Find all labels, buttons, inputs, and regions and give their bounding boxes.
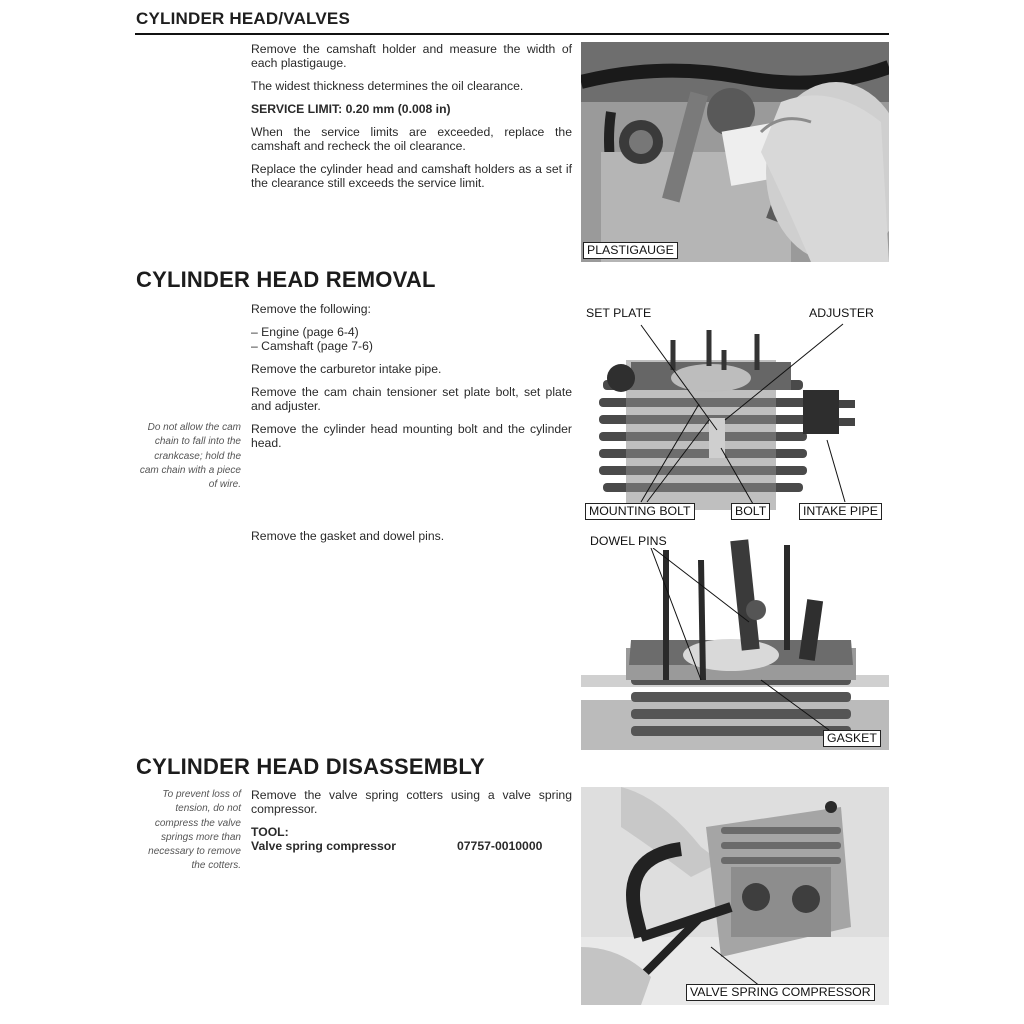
paragraph: Remove the cam chain tensioner set plate bolt, set plate and adjuster.	[251, 385, 572, 413]
disassembly-text	[251, 788, 572, 854]
tool-name: Valve spring compressor	[251, 839, 396, 853]
list-item: – Camshaft (page 7-6)	[251, 339, 572, 353]
tool-heading: TOOL:	[251, 825, 289, 839]
paragraph: Remove the gasket and dowel pins.	[251, 529, 445, 543]
cylinder-head-illustration	[581, 300, 889, 522]
plastigauge-photo	[581, 42, 889, 262]
paragraph: Remove the camshaft holder and measure the width of each plastigauge.	[251, 42, 572, 70]
tool-number: 07757-0010000	[457, 839, 543, 853]
callout-valve-spring-compressor: VALVE SPRING COMPRESSOR	[686, 984, 875, 1001]
tool-row	[251, 839, 572, 854]
side-note-valve-springs: To prevent loss of tension, do not compress the valve springs more than necessary to remove the cotters.	[148, 789, 241, 872]
callout-set-plate: SET PLATE	[586, 306, 652, 320]
callout-plastigauge: PLASTIGAUGE	[583, 242, 678, 259]
callout-dowel-pins: DOWEL PINS	[590, 534, 667, 548]
removal-list	[251, 325, 572, 353]
dowel-pins-illustration	[581, 530, 889, 750]
list-item: – Engine (page 6-4)	[251, 325, 572, 339]
paragraph: Remove the following:	[251, 302, 371, 316]
valve-spring-compressor-photo	[581, 787, 889, 1005]
callout-bolt: BOLT	[731, 503, 770, 520]
valve-spring-compressor-illustration	[581, 787, 889, 1005]
side-note-cam-chain: Do not allow the cam chain to fall into the crankcase; hold the cam chain with a piece of wire.	[139, 422, 241, 491]
oil-clearance-text	[251, 42, 572, 199]
paragraph: Remove the carburetor intake pipe.	[251, 362, 442, 376]
service-limit: SERVICE LIMIT: 0.20 mm (0.008 in)	[251, 102, 451, 116]
plastigauge-illustration	[581, 42, 889, 262]
paragraph: When the service limits are exceeded, replace the camshaft and recheck the oil clearance.	[251, 125, 572, 153]
header-rule	[135, 33, 889, 35]
section-title-disassembly: CYLINDER HEAD DISASSEMBLY	[136, 754, 485, 779]
callout-adjuster: ADJUSTER	[809, 306, 874, 320]
paragraph: Remove the valve spring cotters using a valve spring compressor.	[251, 788, 572, 816]
gasket-text	[251, 529, 572, 552]
removal-text	[251, 302, 572, 459]
paragraph: Remove the cylinder head mounting bolt and the cylinder head.	[251, 422, 572, 450]
dowel-pins-photo	[581, 530, 889, 750]
cylinder-head-removal-photo	[581, 300, 889, 522]
paragraph: The widest thickness determines the oil clearance.	[251, 79, 524, 93]
paragraph: Replace the cylinder head and camshaft holders as a set if the clearance still exceeds the service limit.	[251, 162, 572, 190]
page-header-title: CYLINDER HEAD/VALVES	[136, 9, 351, 28]
section-title-removal: CYLINDER HEAD REMOVAL	[136, 267, 436, 292]
callout-gasket: GASKET	[823, 730, 881, 747]
callout-mounting-bolt: MOUNTING BOLT	[585, 503, 695, 520]
callout-intake-pipe: INTAKE PIPE	[799, 503, 882, 520]
